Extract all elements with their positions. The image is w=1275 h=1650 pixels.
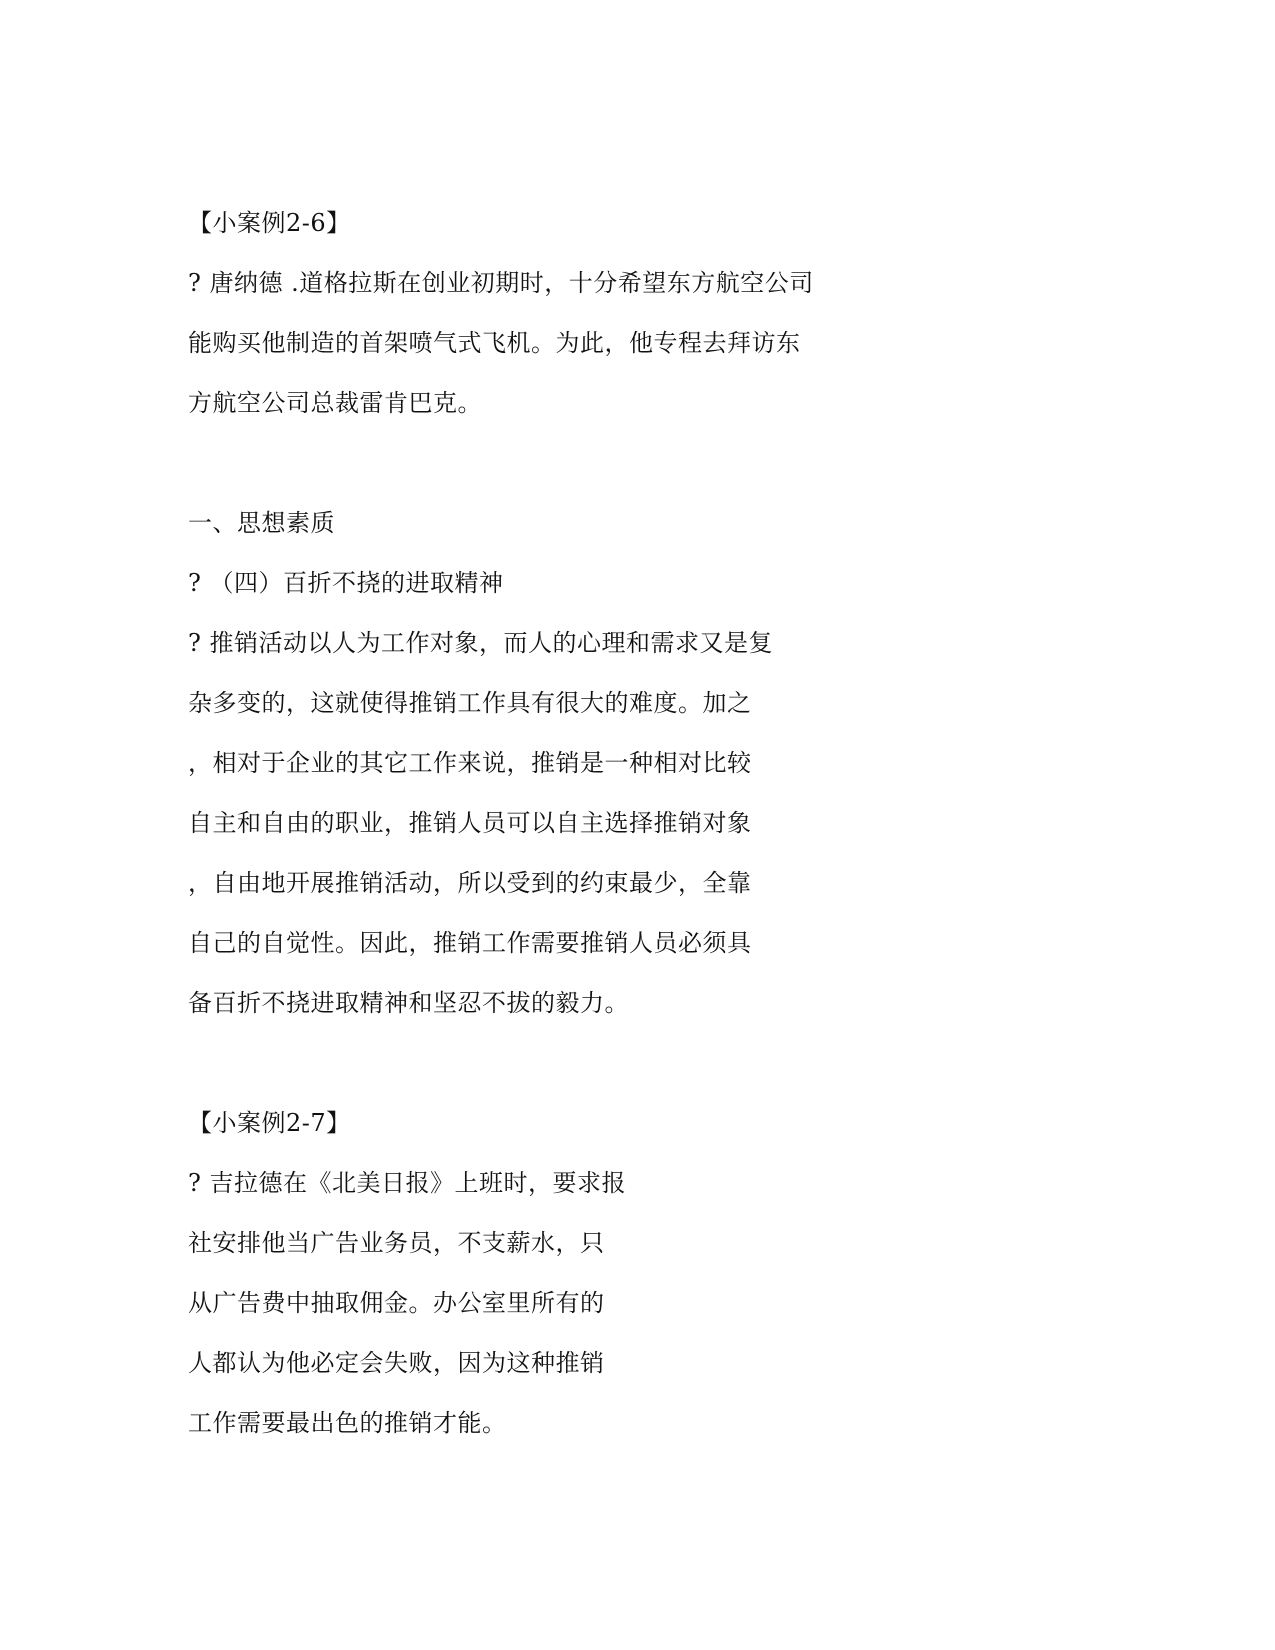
- case-2-7-heading: 【小案例2-7】: [188, 1109, 351, 1137]
- case-2-6-heading: 【小案例2-6】: [188, 209, 351, 237]
- section-subheading: ? （四）百折不挠的进取精神: [188, 569, 504, 597]
- section-line-6: 自己的自觉性。因此，推销工作需要推销人员必须具: [188, 929, 752, 957]
- case-2-7-line-1: ? 吉拉德在《北美日报》上班时，要求报: [188, 1169, 626, 1197]
- section-line-3: ，相对于企业的其它工作来说，推销是一种相对比较: [188, 749, 752, 777]
- section-line-4: 自主和自由的职业，推销人员可以自主选择推销对象: [188, 809, 752, 837]
- case-2-7-line-3: 从广告费中抽取佣金。办公室里所有的: [188, 1289, 605, 1317]
- section-heading: 一、思想素质: [188, 509, 335, 537]
- section-line-5: ，自由地开展推销活动，所以受到的约束最少，全靠: [188, 869, 752, 897]
- case-2-7-line-2: 社安排他当广告业务员，不支薪水，只: [188, 1229, 605, 1257]
- section-line-7: 备百折不挠进取精神和坚忍不拔的毅力。: [188, 989, 629, 1017]
- case-2-7-line-4: 人都认为他必定会失败，因为这种推销: [188, 1349, 605, 1377]
- case-2-6-line-1: ? 唐纳德 .道格拉斯在创业初期时，十分希望东方航空公司: [188, 269, 814, 297]
- case-2-7-line-5: 工作需要最出色的推销才能。: [188, 1409, 507, 1437]
- section-line-1: ? 推销活动以人为工作对象，而人的心理和需求又是复: [188, 629, 773, 657]
- case-2-6-line-2: 能购买他制造的首架喷气式飞机。为此，他专程去拜访东: [188, 329, 801, 357]
- section-line-2: 杂多变的，这就使得推销工作具有很大的难度。加之: [188, 689, 752, 717]
- case-2-6-line-3: 方航空公司总裁雷肯巴克。: [188, 389, 482, 417]
